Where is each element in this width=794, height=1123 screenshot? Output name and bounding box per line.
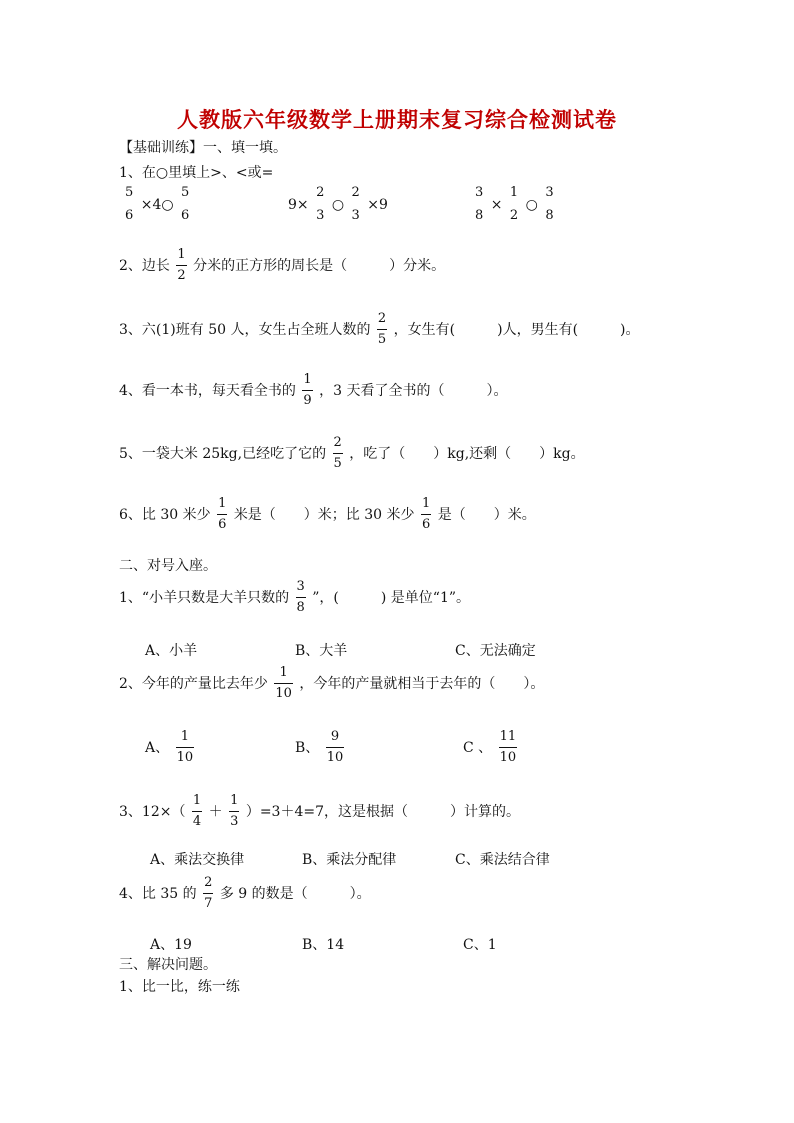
question-text: ，吃了（ ）kg,还剩（ ）kg。: [349, 445, 585, 462]
q2-1-option-b: B、大羊: [295, 643, 348, 659]
question-text: 米是（ ）米；比 30 米少: [233, 506, 415, 523]
question-text: ，女生有( )人，男生有( )。: [393, 321, 640, 338]
fraction: [302, 373, 312, 409]
fraction: [296, 580, 306, 616]
question-text: 是（ ）米。: [437, 506, 536, 523]
fraction: [124, 186, 134, 224]
fraction: [274, 666, 293, 702]
q2-3-option-c: C、乘法结合律: [455, 852, 550, 868]
fraction-denominator: 8: [296, 599, 305, 615]
fraction-numerator: 9: [326, 730, 345, 748]
question-text: ）=3＋4=7，这是根据（ ）计算的。: [245, 803, 521, 820]
q1-1-text: 1、在○里填上>、<或=: [119, 165, 274, 181]
question-text: 2、边长: [119, 257, 170, 274]
fraction: [351, 186, 361, 224]
fraction: [326, 730, 345, 766]
fraction-denominator: 10: [275, 685, 292, 701]
fraction-numerator: 3: [475, 185, 484, 200]
fraction-numerator: 1: [217, 497, 227, 515]
section1-header: [119, 137, 287, 157]
q1-1-item-b: [288, 186, 388, 224]
question-text: 3、12×（: [119, 803, 186, 820]
fraction-numerator: 3: [545, 185, 554, 200]
question-text: 多 9 的数是（ ）。: [219, 885, 371, 902]
q2-4: [119, 876, 371, 912]
q2-2: [119, 666, 544, 702]
fraction-numerator: 2: [333, 436, 343, 454]
q1-4: [119, 373, 507, 409]
question-text: ＋: [208, 803, 223, 820]
question-text: C 、: [463, 739, 493, 756]
question-text: ，3 天看了全书的（ ）。: [319, 382, 508, 399]
question-text: 5、一袋大米 25kg,已经吃了它的: [119, 445, 327, 462]
q1-1-item-a: [122, 186, 192, 224]
fraction-denominator: 6: [181, 207, 190, 223]
fraction: [203, 876, 213, 912]
fraction: [509, 186, 519, 224]
fraction: [180, 186, 190, 224]
q3-1: 1、比一比，练一练: [119, 979, 240, 995]
q1-1-item-c: [472, 186, 557, 224]
q2-3-option-b: B、乘法分配律: [302, 852, 397, 868]
fraction-denominator: 3: [230, 813, 239, 829]
q2-3-option-a: A、乘法交换律: [150, 852, 245, 868]
fraction-denominator: 5: [377, 331, 387, 347]
question-text: 9×: [288, 196, 309, 213]
question-text: ×: [490, 196, 503, 213]
fraction-numerator: 1: [176, 730, 195, 748]
question-text: ○: [525, 196, 538, 213]
question-text: 4、看一本书，每天看全书的: [119, 382, 296, 399]
fraction-denominator: 3: [351, 207, 360, 223]
q2-4-option-b: B、14: [302, 937, 345, 953]
q2-1-option-c: C、无法确定: [455, 643, 536, 659]
fraction-denominator: 4: [192, 813, 202, 829]
fraction-denominator: 7: [204, 895, 213, 911]
fraction: [499, 730, 518, 766]
fraction-denominator: 3: [316, 207, 325, 223]
question-text: ，今年的产量就相当于去年的（ ）。: [299, 675, 545, 692]
page-title: 人教版六年级数学上册期末复习综合检测试卷: [177, 107, 617, 132]
fraction: [544, 186, 554, 224]
fraction: [377, 312, 387, 348]
fraction-denominator: 6: [125, 207, 134, 223]
fraction-denominator: 2: [177, 267, 186, 283]
q2-1-option-a: A、小羊: [145, 643, 198, 659]
section2-header: 二、对号入座。: [119, 558, 217, 574]
fraction-numerator: 2: [203, 876, 213, 894]
question-text: B、: [295, 739, 320, 756]
fraction: [176, 730, 195, 766]
q2-2-option-b: [295, 730, 346, 766]
q1-6: [119, 497, 536, 533]
fraction-numerator: 5: [125, 185, 134, 200]
fraction-numerator: 11: [499, 730, 518, 748]
fraction-denominator: 2: [509, 207, 519, 223]
q1-2: [119, 248, 445, 284]
fraction-denominator: 8: [545, 207, 554, 223]
question-text: 3、六(1)班有 50 人，女生占全班人数的: [119, 321, 371, 338]
fraction-numerator: 2: [316, 185, 325, 200]
q1-5: [119, 436, 585, 472]
fraction-numerator: 5: [181, 185, 190, 200]
fraction: [176, 248, 186, 284]
fraction-denominator: 5: [333, 455, 342, 471]
fraction-denominator: 10: [326, 749, 344, 765]
question-text: 4、比 35 的: [119, 885, 197, 902]
fraction-denominator: 9: [303, 392, 312, 408]
q2-2-option-a: [145, 730, 196, 766]
question-text: ○: [331, 196, 345, 213]
fraction-denominator: 6: [218, 516, 227, 532]
fraction: [229, 794, 239, 830]
fraction-numerator: 1: [229, 794, 239, 812]
fraction: [421, 497, 431, 533]
section3-header: 三、解决问题。: [119, 957, 217, 973]
question-text: A、: [145, 739, 170, 756]
fraction-numerator: 1: [192, 794, 202, 812]
q2-3: [119, 794, 520, 830]
question-text: ×4○: [140, 196, 174, 213]
q2-4-option-a: A、19: [150, 937, 192, 953]
fraction: [474, 186, 484, 224]
fraction: [192, 794, 202, 830]
fraction-denominator: 10: [499, 749, 517, 765]
q2-1: [119, 580, 470, 616]
question-text: 2、今年的产量比去年少: [119, 675, 268, 692]
section1-tag: 【基础训练】: [119, 140, 203, 156]
fraction-numerator: 2: [351, 185, 360, 200]
fraction: [315, 186, 325, 224]
question-text: ”，( ) 是单位“1”。: [312, 589, 471, 606]
fraction-denominator: 10: [176, 749, 194, 765]
section1-title: 一、填一填。: [203, 140, 287, 156]
fraction-numerator: 1: [274, 666, 293, 684]
question-text: 分米的正方形的周长是（ ）分米。: [193, 257, 446, 274]
fraction-numerator: 1: [509, 185, 519, 200]
question-text: ×9: [367, 196, 388, 213]
question-text: 6、比 30 米少: [119, 506, 211, 523]
fraction-numerator: 3: [296, 580, 306, 598]
fraction-numerator: 1: [302, 373, 312, 391]
q2-4-option-c: C、1: [463, 937, 497, 953]
fraction-denominator: 8: [475, 207, 484, 223]
fraction-numerator: 1: [176, 248, 186, 266]
q2-2-option-c: [463, 730, 519, 766]
q1-3: [119, 312, 640, 348]
fraction: [333, 436, 343, 472]
fraction-numerator: 1: [421, 497, 431, 515]
fraction: [217, 497, 227, 533]
fraction-numerator: 2: [377, 312, 387, 330]
fraction-denominator: 6: [421, 516, 431, 532]
question-text: 1、“小羊只数是大羊只数的: [119, 589, 290, 606]
